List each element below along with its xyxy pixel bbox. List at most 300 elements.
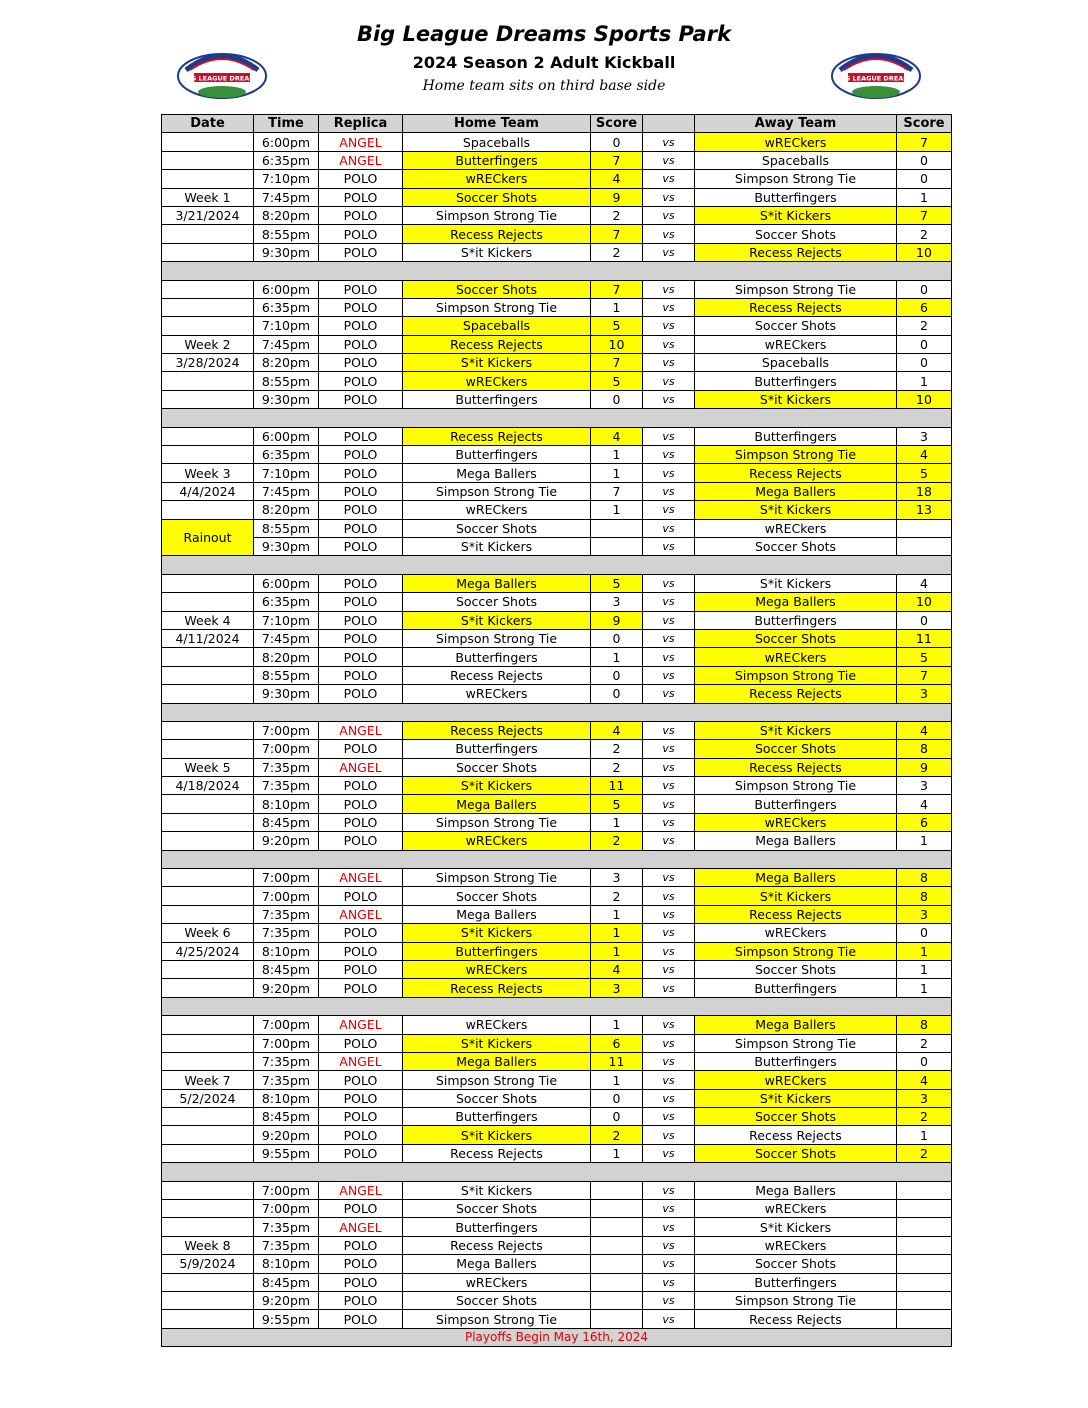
game-row — [162, 280, 952, 298]
field-name: POLO — [319, 1236, 403, 1254]
vs-label: vs — [643, 390, 695, 408]
game-row — [162, 317, 952, 335]
date-cell — [162, 887, 254, 905]
home-team: Simpson Strong Tie — [403, 869, 591, 887]
home-score: 3 — [591, 593, 643, 611]
away-team: Butterfingers — [695, 427, 897, 445]
home-team: Recess Rejects — [403, 1144, 591, 1162]
vs-label: vs — [643, 1071, 695, 1089]
away-score: 2 — [897, 317, 952, 335]
game-row — [162, 1089, 952, 1107]
field-name: POLO — [319, 170, 403, 188]
vs-label: vs — [643, 501, 695, 519]
game-row — [162, 1126, 952, 1144]
home-team: Butterfingers — [403, 740, 591, 758]
game-row — [162, 1144, 952, 1162]
date-cell — [162, 1310, 254, 1328]
home-team: S*it Kickers — [403, 1126, 591, 1144]
game-row — [162, 446, 952, 464]
away-team: Simpson Strong Tie — [695, 666, 897, 684]
date-cell — [162, 1108, 254, 1126]
away-score — [897, 1236, 952, 1254]
game-time: 8:45pm — [254, 960, 319, 978]
game-row — [162, 960, 952, 978]
game-time: 7:00pm — [254, 887, 319, 905]
game-row — [162, 372, 952, 390]
vs-label: vs — [643, 979, 695, 997]
away-score: 3 — [897, 1089, 952, 1107]
date-cell — [162, 685, 254, 703]
vs-label: vs — [643, 537, 695, 555]
game-row — [162, 685, 952, 703]
vs-label: vs — [643, 685, 695, 703]
game-time: 7:45pm — [254, 482, 319, 500]
away-team: Butterfingers — [695, 372, 897, 390]
home-score: 0 — [591, 133, 643, 151]
home-team: Soccer Shots — [403, 758, 591, 776]
date-cell — [162, 1292, 254, 1310]
home-score: 7 — [591, 354, 643, 372]
home-team: Soccer Shots — [403, 1292, 591, 1310]
vs-label: vs — [643, 1089, 695, 1107]
home-score: 0 — [591, 666, 643, 684]
away-score: 0 — [897, 924, 952, 942]
game-row — [162, 170, 952, 188]
vs-label: vs — [643, 666, 695, 684]
page-title: Big League Dreams Sports Park — [356, 22, 732, 46]
game-row — [162, 482, 952, 500]
away-score: 0 — [897, 280, 952, 298]
game-row — [162, 887, 952, 905]
away-score: 2 — [897, 1108, 952, 1126]
vs-label: vs — [643, 1273, 695, 1291]
away-team: Butterfingers — [695, 979, 897, 997]
home-score: 10 — [591, 335, 643, 353]
home-team: Soccer Shots — [403, 280, 591, 298]
away-score — [897, 519, 952, 537]
home-score — [591, 1292, 643, 1310]
game-time: 6:00pm — [254, 427, 319, 445]
away-score: 4 — [897, 446, 952, 464]
field-name: POLO — [319, 574, 403, 592]
away-score: 1 — [897, 372, 952, 390]
home-team: Mega Ballers — [403, 1255, 591, 1273]
away-team: Soccer Shots — [695, 1108, 897, 1126]
field-name: ANGEL — [319, 1016, 403, 1034]
home-score: 1 — [591, 1144, 643, 1162]
field-name: POLO — [319, 1126, 403, 1144]
week-date: 3/28/2024 — [162, 354, 254, 372]
away-score: 11 — [897, 629, 952, 647]
week-date: 4/11/2024 — [162, 629, 254, 647]
home-score: 1 — [591, 464, 643, 482]
home-team: wRECkers — [403, 372, 591, 390]
home-team: wRECkers — [403, 1016, 591, 1034]
separator-cell — [162, 997, 952, 1015]
field-name: POLO — [319, 795, 403, 813]
away-team: Simpson Strong Tie — [695, 777, 897, 795]
game-row — [162, 464, 952, 482]
col-date: Date — [162, 115, 254, 133]
vs-label: vs — [643, 280, 695, 298]
game-time: 8:10pm — [254, 942, 319, 960]
home-score: 7 — [591, 225, 643, 243]
home-score: 5 — [591, 795, 643, 813]
game-time: 9:55pm — [254, 1310, 319, 1328]
away-team: Recess Rejects — [695, 1310, 897, 1328]
field-name: POLO — [319, 446, 403, 464]
date-cell — [162, 832, 254, 850]
game-row — [162, 427, 952, 445]
game-row — [162, 1016, 952, 1034]
field-name: POLO — [319, 1200, 403, 1218]
home-team: Mega Ballers — [403, 795, 591, 813]
game-time: 9:30pm — [254, 390, 319, 408]
week-label: Week 5 — [162, 758, 254, 776]
vs-label: vs — [643, 133, 695, 151]
home-score — [591, 1181, 643, 1199]
away-score: 7 — [897, 206, 952, 224]
schedule-body — [162, 133, 952, 1347]
field-name: POLO — [319, 1310, 403, 1328]
home-team: S*it Kickers — [403, 611, 591, 629]
field-name: POLO — [319, 942, 403, 960]
vs-label: vs — [643, 721, 695, 739]
field-name: POLO — [319, 648, 403, 666]
field-name: POLO — [319, 280, 403, 298]
away-score — [897, 1292, 952, 1310]
home-team: Butterfingers — [403, 151, 591, 169]
home-team-note: Home team sits on third base side — [422, 78, 666, 94]
game-row — [162, 133, 952, 151]
date-cell — [162, 593, 254, 611]
week-separator — [162, 997, 952, 1015]
away-score: 6 — [897, 298, 952, 316]
game-row — [162, 777, 952, 795]
field-name: POLO — [319, 243, 403, 261]
date-cell — [162, 666, 254, 684]
date-cell — [162, 721, 254, 739]
field-name: ANGEL — [319, 758, 403, 776]
away-team: Mega Ballers — [695, 869, 897, 887]
field-name: POLO — [319, 887, 403, 905]
home-score: 4 — [591, 960, 643, 978]
home-score: 3 — [591, 869, 643, 887]
away-team: S*it Kickers — [695, 390, 897, 408]
vs-label: vs — [643, 924, 695, 942]
game-row — [162, 1255, 952, 1273]
field-name: ANGEL — [319, 905, 403, 923]
away-team: Butterfingers — [695, 795, 897, 813]
field-name: POLO — [319, 464, 403, 482]
home-score — [591, 1273, 643, 1291]
home-team: wRECkers — [403, 1273, 591, 1291]
date-cell — [162, 1144, 254, 1162]
season-subtitle: 2024 Season 2 Adult Kickball — [412, 53, 676, 72]
away-score: 10 — [897, 593, 952, 611]
game-row — [162, 813, 952, 831]
home-team: Butterfingers — [403, 1218, 591, 1236]
game-time: 8:20pm — [254, 501, 319, 519]
away-score: 9 — [897, 758, 952, 776]
vs-label: vs — [643, 942, 695, 960]
game-row — [162, 1108, 952, 1126]
date-cell — [162, 317, 254, 335]
home-team: Recess Rejects — [403, 666, 591, 684]
vs-label: vs — [643, 832, 695, 850]
week-label: Week 1 — [162, 188, 254, 206]
svg-text:BIG LEAGUE DREAMS: BIG LEAGUE DREAMS — [837, 74, 915, 83]
week-date: 5/9/2024 — [162, 1255, 254, 1273]
away-team: S*it Kickers — [695, 574, 897, 592]
game-time: 6:00pm — [254, 133, 319, 151]
away-team: S*it Kickers — [695, 501, 897, 519]
vs-label: vs — [643, 795, 695, 813]
big-league-dreams-logo-left — [176, 40, 268, 102]
date-cell — [162, 1273, 254, 1291]
game-time: 7:00pm — [254, 1181, 319, 1199]
away-team: S*it Kickers — [695, 721, 897, 739]
game-time: 7:10pm — [254, 317, 319, 335]
home-score: 3 — [591, 979, 643, 997]
vs-label: vs — [643, 243, 695, 261]
col-time: Time — [254, 115, 319, 133]
date-cell — [162, 905, 254, 923]
separator-cell — [162, 1163, 952, 1181]
week-label: Week 4 — [162, 611, 254, 629]
game-time: 7:35pm — [254, 777, 319, 795]
game-row — [162, 924, 952, 942]
home-score: 9 — [591, 611, 643, 629]
big-league-dreams-logo-right — [830, 40, 922, 102]
game-time: 7:00pm — [254, 740, 319, 758]
game-row — [162, 335, 952, 353]
away-team: wRECkers — [695, 1236, 897, 1254]
away-team: Soccer Shots — [695, 225, 897, 243]
separator-cell — [162, 703, 952, 721]
game-row — [162, 298, 952, 316]
game-row — [162, 1236, 952, 1254]
field-name: POLO — [319, 593, 403, 611]
home-team: Soccer Shots — [403, 1200, 591, 1218]
home-team: Simpson Strong Tie — [403, 1310, 591, 1328]
home-team: Butterfingers — [403, 446, 591, 464]
col-away-team: Away Team — [695, 115, 897, 133]
date-cell — [162, 390, 254, 408]
field-name: POLO — [319, 1255, 403, 1273]
home-score: 0 — [591, 1108, 643, 1126]
home-team: Simpson Strong Tie — [403, 206, 591, 224]
home-score: 4 — [591, 721, 643, 739]
field-name: POLO — [319, 317, 403, 335]
svg-text:BIG LEAGUE DREAMS: BIG LEAGUE DREAMS — [183, 74, 261, 83]
away-score: 8 — [897, 869, 952, 887]
home-team: Butterfingers — [403, 942, 591, 960]
game-time: 7:00pm — [254, 721, 319, 739]
date-cell — [162, 243, 254, 261]
home-score: 1 — [591, 905, 643, 923]
away-score: 0 — [897, 335, 952, 353]
home-team: Simpson Strong Tie — [403, 1071, 591, 1089]
date-cell — [162, 1016, 254, 1034]
vs-label: vs — [643, 1310, 695, 1328]
week-date: 4/25/2024 — [162, 942, 254, 960]
home-score: 0 — [591, 629, 643, 647]
vs-label: vs — [643, 225, 695, 243]
game-time: 7:10pm — [254, 170, 319, 188]
home-score: 2 — [591, 206, 643, 224]
game-row — [162, 869, 952, 887]
field-name: ANGEL — [319, 151, 403, 169]
home-score: 1 — [591, 501, 643, 519]
vs-label: vs — [643, 648, 695, 666]
game-time: 9:30pm — [254, 685, 319, 703]
game-time: 9:30pm — [254, 243, 319, 261]
game-row — [162, 1218, 952, 1236]
home-team: Mega Ballers — [403, 1052, 591, 1070]
date-cell — [162, 1126, 254, 1144]
away-team: S*it Kickers — [695, 887, 897, 905]
game-time: 8:55pm — [254, 372, 319, 390]
date-cell — [162, 813, 254, 831]
date-cell — [162, 280, 254, 298]
field-name: POLO — [319, 1089, 403, 1107]
date-cell — [162, 1200, 254, 1218]
game-time: 7:00pm — [254, 1034, 319, 1052]
col-vs — [643, 115, 695, 133]
game-row — [162, 519, 952, 537]
field-name: POLO — [319, 390, 403, 408]
game-time: 7:35pm — [254, 1218, 319, 1236]
home-team: Recess Rejects — [403, 225, 591, 243]
away-team: Recess Rejects — [695, 243, 897, 261]
field-name: POLO — [319, 740, 403, 758]
game-row — [162, 629, 952, 647]
week-date: 5/2/2024 — [162, 1089, 254, 1107]
away-score: 1 — [897, 832, 952, 850]
field-name: POLO — [319, 188, 403, 206]
home-score — [591, 1200, 643, 1218]
away-score: 2 — [897, 1034, 952, 1052]
away-team: wRECkers — [695, 813, 897, 831]
field-name: POLO — [319, 777, 403, 795]
game-time: 6:35pm — [254, 593, 319, 611]
away-score: 18 — [897, 482, 952, 500]
date-cell — [162, 574, 254, 592]
date-cell — [162, 1052, 254, 1070]
date-cell — [162, 170, 254, 188]
vs-label: vs — [643, 151, 695, 169]
home-team: wRECkers — [403, 170, 591, 188]
away-team: wRECkers — [695, 924, 897, 942]
home-team: Recess Rejects — [403, 335, 591, 353]
home-score — [591, 1218, 643, 1236]
field-name: POLO — [319, 813, 403, 831]
home-team: Soccer Shots — [403, 188, 591, 206]
game-time: 8:55pm — [254, 225, 319, 243]
home-score: 1 — [591, 446, 643, 464]
vs-label: vs — [643, 1144, 695, 1162]
away-team: Recess Rejects — [695, 298, 897, 316]
away-team: Mega Ballers — [695, 1016, 897, 1034]
game-row — [162, 832, 952, 850]
game-time: 7:35pm — [254, 1071, 319, 1089]
field-name: POLO — [319, 1071, 403, 1089]
game-row — [162, 390, 952, 408]
away-score: 7 — [897, 133, 952, 151]
date-cell — [162, 133, 254, 151]
date-cell — [162, 372, 254, 390]
game-time: 8:55pm — [254, 666, 319, 684]
home-team: S*it Kickers — [403, 777, 591, 795]
away-team: Recess Rejects — [695, 1126, 897, 1144]
away-score: 0 — [897, 611, 952, 629]
vs-label: vs — [643, 777, 695, 795]
away-score — [897, 1200, 952, 1218]
home-team: Mega Ballers — [403, 574, 591, 592]
home-score — [591, 537, 643, 555]
vs-label: vs — [643, 629, 695, 647]
away-team: wRECkers — [695, 133, 897, 151]
home-team: Simpson Strong Tie — [403, 298, 591, 316]
game-time: 8:20pm — [254, 206, 319, 224]
home-score — [591, 519, 643, 537]
game-time: 8:45pm — [254, 1108, 319, 1126]
vs-label: vs — [643, 1108, 695, 1126]
game-row — [162, 537, 952, 555]
col-home-team: Home Team — [403, 115, 591, 133]
away-team: Mega Ballers — [695, 1181, 897, 1199]
game-time: 8:20pm — [254, 354, 319, 372]
field-name: POLO — [319, 225, 403, 243]
date-cell — [162, 1181, 254, 1199]
field-name: POLO — [319, 354, 403, 372]
field-name: POLO — [319, 666, 403, 684]
vs-label: vs — [643, 813, 695, 831]
field-name: POLO — [319, 1108, 403, 1126]
home-score: 11 — [591, 1052, 643, 1070]
vs-label: vs — [643, 1034, 695, 1052]
away-score: 1 — [897, 960, 952, 978]
field-name: ANGEL — [319, 1052, 403, 1070]
away-score: 5 — [897, 648, 952, 666]
away-score: 4 — [897, 721, 952, 739]
away-score: 13 — [897, 501, 952, 519]
date-cell — [162, 960, 254, 978]
home-team: S*it Kickers — [403, 1181, 591, 1199]
away-score: 1 — [897, 942, 952, 960]
week-separator — [162, 409, 952, 427]
game-time: 7:35pm — [254, 1052, 319, 1070]
home-team: Butterfingers — [403, 390, 591, 408]
separator-cell — [162, 850, 952, 868]
home-team: S*it Kickers — [403, 537, 591, 555]
home-score: 4 — [591, 170, 643, 188]
away-score: 2 — [897, 225, 952, 243]
home-score: 0 — [591, 1089, 643, 1107]
away-score: 6 — [897, 813, 952, 831]
date-cell — [162, 1218, 254, 1236]
away-team: Butterfingers — [695, 188, 897, 206]
away-team: Simpson Strong Tie — [695, 1034, 897, 1052]
field-name: POLO — [319, 629, 403, 647]
date-cell — [162, 446, 254, 464]
game-time: 9:20pm — [254, 1126, 319, 1144]
away-score — [897, 1255, 952, 1273]
away-team: Simpson Strong Tie — [695, 280, 897, 298]
away-score: 3 — [897, 905, 952, 923]
game-time: 7:00pm — [254, 869, 319, 887]
